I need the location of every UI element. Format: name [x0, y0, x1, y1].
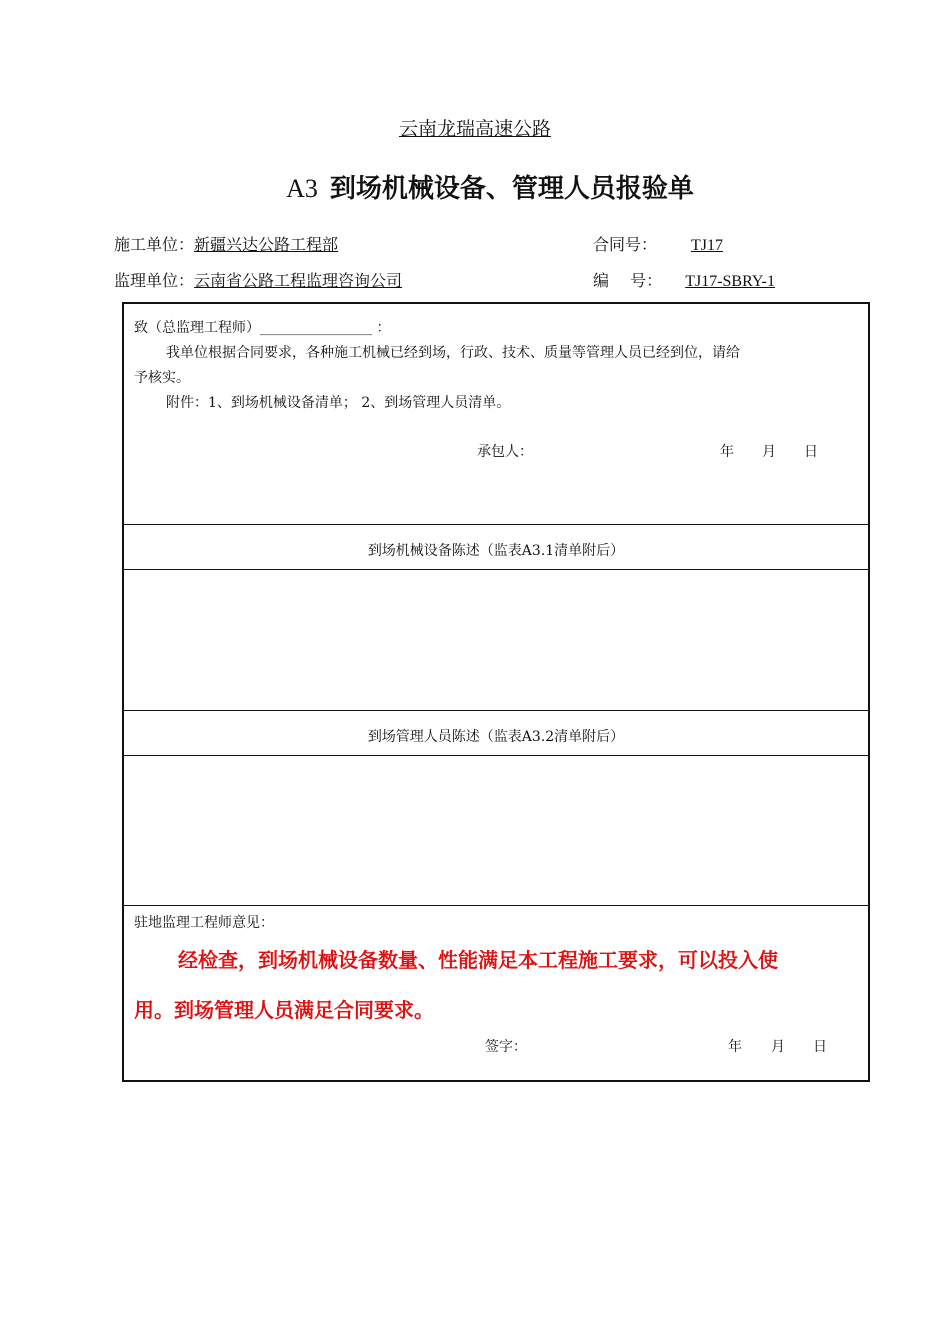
date-day: 日	[804, 444, 818, 460]
form-title	[0, 168, 950, 205]
project-name: 云南龙瑞高速公路	[398, 118, 551, 140]
inspection-form	[122, 302, 870, 1082]
date-year: 年	[728, 1039, 742, 1055]
supervisor-row	[114, 268, 402, 291]
supervisor-label: 监理单位：	[114, 271, 195, 290]
contract-no-label: 合同号：	[593, 235, 658, 254]
divider	[124, 569, 868, 570]
engineer-opinion-label: 驻地监理工程师意见：	[134, 915, 274, 931]
contractor-row	[114, 232, 338, 255]
form-title-text: 到场机械设备、管理人员报验单	[329, 174, 694, 204]
personnel-section-label: 到场管理人员陈述（监表A3.2清单附后）	[367, 729, 625, 745]
supervisor-value: 云南省公路工程监理咨询公司	[194, 271, 403, 290]
date-month: 月	[771, 1039, 785, 1055]
attachments-line: 附件：1、到场机械设备清单； 2、到场管理人员清单。	[166, 395, 511, 411]
serial-row	[593, 268, 798, 291]
divider	[124, 710, 868, 711]
opinion-text-line-2: 用。到场管理人员满足合同要求。	[134, 998, 434, 1022]
date-day: 日	[813, 1039, 827, 1055]
serial-value: TJ17-SBRY-1	[685, 273, 775, 290]
divider	[124, 755, 868, 756]
equipment-section-label: 到场机械设备陈述（监表A3.1清单附后）	[367, 543, 625, 559]
divider	[124, 524, 868, 525]
divider	[124, 905, 868, 906]
date-month: 月	[762, 444, 776, 460]
contractor-signature-label: 承包人：	[477, 444, 533, 460]
contractor-value: 新疆兴达公路工程部	[194, 235, 339, 254]
body-line-2: 予核实。	[134, 370, 190, 386]
form-code: A3	[286, 174, 318, 203]
signature-label: 签字：	[485, 1039, 527, 1055]
addressee-line: 致（总监理工程师）________________ ：	[134, 320, 391, 336]
contract-no-row	[593, 232, 757, 255]
serial-label: 编 号：	[593, 271, 663, 290]
contractor-label: 施工单位：	[114, 235, 195, 254]
body-line-1: 我单位根据合同要求，各种施工机械已经到场，行政、技术、质量等管理人员已经到位，请给	[166, 345, 740, 361]
contract-no-value: TJ17	[691, 237, 724, 254]
opinion-text-line-1: 经检查，到场机械设备数量、性能满足本工程施工要求，可以投入使	[178, 948, 778, 972]
date-year: 年	[720, 444, 734, 460]
